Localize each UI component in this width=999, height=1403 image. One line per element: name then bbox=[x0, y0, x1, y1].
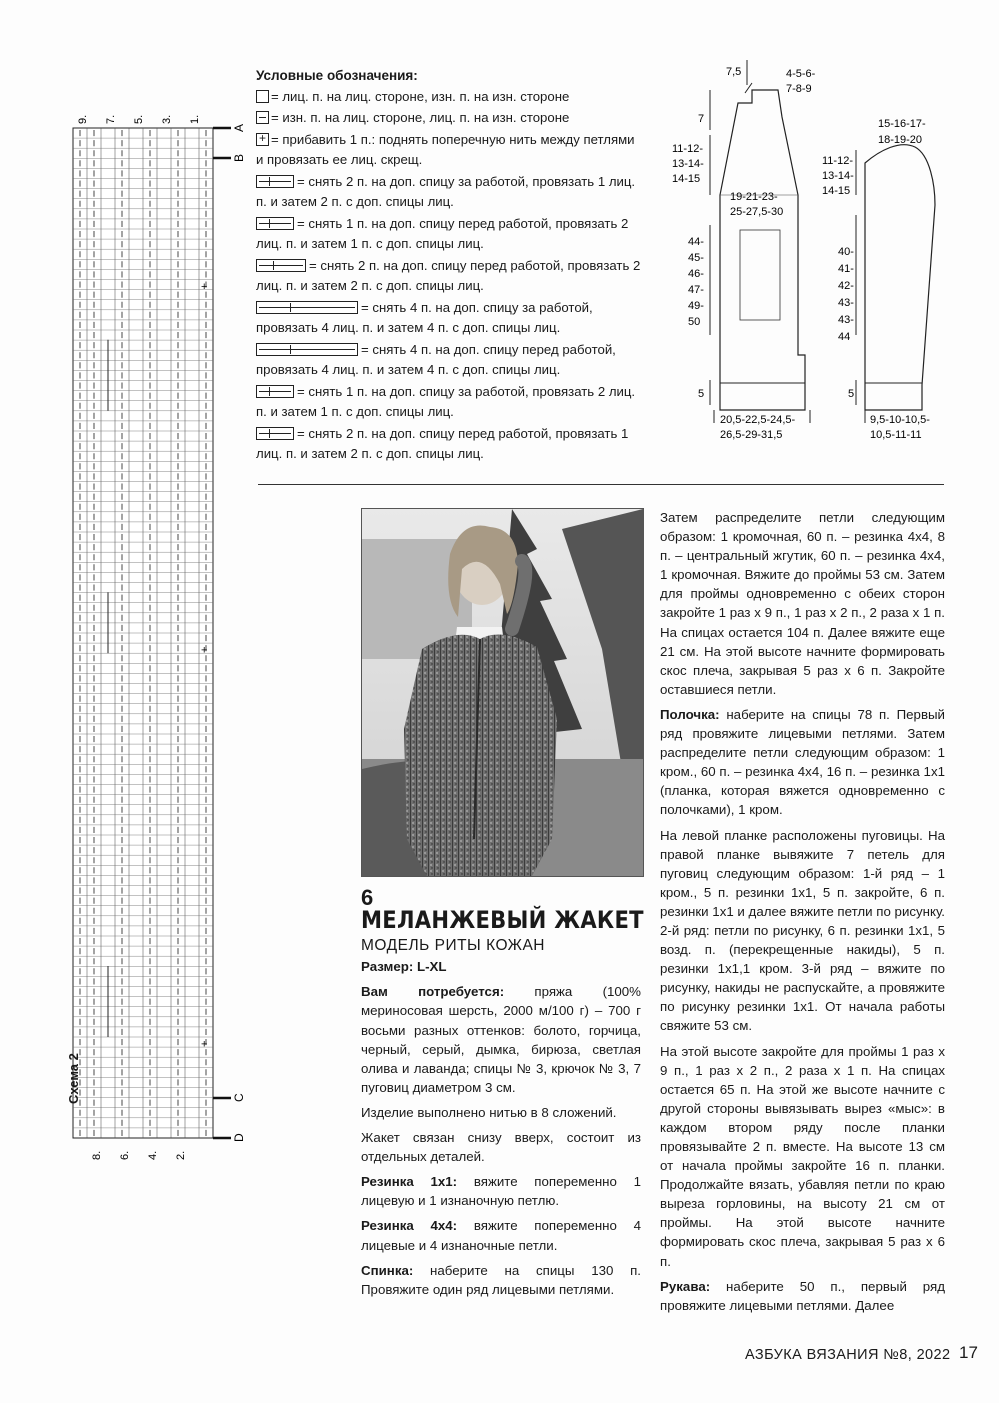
chart-top-number: 7. bbox=[105, 114, 117, 124]
article-right-column bbox=[660, 508, 945, 1321]
chart-marker-label: A bbox=[232, 123, 246, 132]
cable-1-2-back-icon bbox=[256, 385, 294, 398]
yarn-paragraph: Изделие выполнено нитью в 8 сложений. bbox=[361, 1104, 617, 1120]
back-top-right-1: 4-5-6- bbox=[786, 68, 816, 80]
back-length-6: 50 bbox=[688, 316, 701, 328]
sleeve-length-2: 41- bbox=[838, 263, 854, 275]
front-paragraph: Полочка: наберите на спицы 78 п. Первый ряд провяжите лицевыми петлями. Затем распределите петли следующим образом: 1 кром., 60 п. – резинка 4х4, 16 п. – резинка 1х1 (планка, которая вяжется одновременно с полочками), 1 кром. bbox=[660, 706, 945, 818]
back-top-right-2: 7-8-9 bbox=[786, 83, 812, 95]
sleeve-bottom-2: 10,5-11-11 bbox=[870, 429, 922, 441]
legend-item: = снять 4 п. на доп. спицу за работой, провязать 4 лиц. п. и затем 4 п. с доп. спицы лиц. bbox=[256, 299, 593, 335]
back-continued-paragraph: Затем распределите петли следующим образом: 1 кромочная, 60 п. – резинка 4х4, 8 п. – центральный жгутик, 60 п. – резинка 4х4, 1 кромочная. Вяжите до проймы 53 см. Затем для проймы одновременно с обеих сторон закройте 1 раз х 9 п., 1 раз х 2 п., 2 раза х 1 п. На спицах остается 104 п. Далее вяжите еще 21 см. На этой высоте начните формировать скос плеча, закрывая 5 раз х 6 п. Закройте оставшиеся петли. bbox=[660, 510, 945, 697]
cable-2-1-front-icon bbox=[256, 427, 294, 440]
sleeve-top-2: 18-19-20 bbox=[878, 134, 923, 146]
rib11-paragraph: Резинка 1х1: вяжите попеременно 1 лицевую и 1 изнаночную петлю. bbox=[361, 1174, 641, 1209]
chart-bottom-number: 4. bbox=[147, 1150, 159, 1160]
chart-label: Схема 2 bbox=[66, 1053, 81, 1104]
cable-1-2-front-icon bbox=[256, 217, 294, 230]
legend-title: Условные обозначения: bbox=[256, 68, 418, 83]
cable-4-4-front-icon bbox=[256, 343, 358, 356]
cable-4-4-back-icon bbox=[256, 301, 358, 314]
increase-mark: + bbox=[201, 1038, 208, 1051]
increase-mark: + bbox=[201, 281, 208, 293]
chart-marker-label: B bbox=[232, 153, 246, 162]
sleeve-cap-3: 14-15 bbox=[822, 185, 851, 197]
back-shoulder: 7 bbox=[698, 113, 705, 125]
legend-item: = изн. п. на лиц. стороне, лиц. п. на изн. стороне bbox=[256, 108, 642, 129]
back-armhole-3: 14-15 bbox=[672, 173, 701, 185]
legend-item: = снять 4 п. на доп. спицу перед работой, провязать 4 лиц. п. и затем 4 п. с доп. спицы лиц. bbox=[256, 341, 616, 377]
legend bbox=[256, 66, 642, 466]
chart-bottom-number: 2. bbox=[175, 1150, 187, 1160]
legend-item: = снять 2 п. на доп. спицу за работой, провязать 1 лиц. п. и затем 2 п. с доп. спицы лиц. bbox=[256, 173, 636, 209]
sleeve-length-1: 40- bbox=[838, 246, 854, 258]
increase-mark: + bbox=[201, 644, 208, 657]
legend-item: = снять 1 п. на доп. спицу за работой, провязать 2 лиц. п. и затем 1 п. с доп. спицы лиц. bbox=[256, 383, 636, 419]
legend-item: = снять 2 п. на доп. спицу перед работой, провязать 2 лиц. п. и затем 2 п. с доп. спицы лиц. bbox=[256, 257, 641, 293]
sleeve-top-1: 15-16-17- bbox=[878, 118, 926, 130]
sleeve-rib: 5 bbox=[848, 388, 855, 400]
construction-paragraph: Жакет связан снизу вверх, состоит из отдельных деталей. bbox=[361, 1130, 641, 1165]
back-top-left: 7,5 bbox=[726, 66, 742, 78]
chart-top-number: 1. bbox=[189, 114, 201, 124]
sleeve-length-6: 44 bbox=[838, 331, 851, 343]
sleeve-cap-2: 13-14- bbox=[822, 170, 854, 182]
legend-item: = снять 1 п. на доп. спицу перед работой, провязать 2 лиц. п. и затем 1 п. с доп. спицы лиц. bbox=[256, 215, 629, 251]
cable-2-1-back-icon bbox=[256, 175, 294, 188]
back-armhole-1: 11-12- bbox=[672, 143, 703, 155]
back-length-2: 45- bbox=[688, 252, 704, 264]
pattern-number: 6 bbox=[361, 885, 375, 910]
page-number: 17 bbox=[959, 1343, 978, 1362]
armhole-paragraph: На этой высоте закройте для проймы 1 раз х 9 п., 1 раз х 2 п., 2 раза х 1 п. На спицах остается 65 п. На этой же высоте начните с другой стороны вывязывать вырез «мыс»: в каждом втором ряду после планки провязывайте 2 п. вместе. На высоте 13 см от начала проймы закройте 16 п. планки. Продолжайте вязать, убавляя петли по краю выреза горловины, на высоту 21 см от проймы. На этой высоте начните формировать скос плеча, закрывая 5 раз х 6 п. bbox=[660, 1043, 945, 1269]
chart-top-number: 3. bbox=[161, 114, 173, 124]
sleeve-cap-1: 11-12- bbox=[822, 155, 853, 167]
back-length-1: 44- bbox=[688, 236, 704, 248]
sleeve-length-3: 42- bbox=[838, 280, 854, 292]
back-bottom-2: 26,5-29-31,5 bbox=[720, 429, 783, 441]
back-armhole-2: 13-14- bbox=[672, 158, 704, 170]
increase-plus-icon bbox=[256, 133, 269, 146]
chart-marker-label: D bbox=[232, 1133, 246, 1142]
back-length-4: 47- bbox=[688, 284, 704, 296]
knitting-chart bbox=[55, 60, 255, 1160]
back-paragraph: Спинка: наберите на спицы 130 п. Провяжите один ряд лицевыми петлями. bbox=[361, 1262, 641, 1297]
chart-marker-label: C bbox=[232, 1093, 246, 1102]
back-length-5: 49- bbox=[688, 300, 704, 312]
back-rib: 5 bbox=[698, 388, 705, 400]
sleeve-outline bbox=[865, 145, 935, 410]
rib44-paragraph: Резинка 4х4: вяжите попеременно 4 лицевые и 4 изнаночные петли. bbox=[361, 1218, 641, 1253]
back-bottom-1: 20,5-22,5-24,5- bbox=[720, 414, 796, 426]
back-length-3: 46- bbox=[688, 268, 704, 280]
pattern-author: МОДЕЛЬ РИТЫ КОЖАН bbox=[361, 937, 546, 955]
section-divider bbox=[258, 484, 944, 485]
pattern-title: МЕЛАНЖЕВЫЙ ЖАКЕТ bbox=[361, 906, 644, 935]
legend-item: += прибавить 1 п.: поднять поперечную нить между петлями и провязать ее лиц. скрещ. bbox=[256, 130, 642, 171]
size-paragraph: Размер: L-XL bbox=[361, 959, 447, 975]
back-outline bbox=[720, 90, 805, 410]
legend-item: = лиц. п. на лиц. стороне, изн. п. на изн. стороне bbox=[256, 87, 642, 108]
chart-bottom-number: 8. bbox=[91, 1150, 103, 1160]
chart-top-number: 9. bbox=[77, 114, 89, 124]
purl-square-icon bbox=[256, 111, 269, 124]
sleeve-length-4: 43- bbox=[838, 297, 854, 309]
cable-2-2-front-icon bbox=[256, 259, 306, 272]
magazine-footer: АЗБУКА ВЯЗАНИЯ №8, 2022 bbox=[745, 1347, 951, 1363]
buttonhole-paragraph: На левой планке расположены пуговицы. На правой планке вывяжите 7 петель для пуговиц следующим образом: 1-й ряд – 1 кром., 5 п. резинки 1х1, 5 п. закройте, 6 п. резинки 1х1 и далее вяжите петли по рисунку. 2-й ряд: петли по рисунку, 6 п. резинки 1х1, 5 возд. п. (перекрещенные накиды), 5 п. резинки 1х1,1 кром. 3-й ряд – вяжите по рисунку, накиды не распускайте, а провяжите по рисунку резинки 1х1. От начала работы свяжите 53 см. bbox=[660, 827, 945, 1034]
back-width-2: 25-27,5-30 bbox=[730, 206, 784, 218]
garment-schematic bbox=[660, 55, 950, 455]
chart-top-number: 5. bbox=[133, 114, 145, 124]
sleeve-length-5: 43- bbox=[838, 314, 854, 326]
chart-bottom-number: 6. bbox=[119, 1150, 131, 1160]
materials-paragraph: Вам потребуется: пряжа (100% мериносовая шерсть, 2000 м/100 г) – 700 г восьми разных оттенков: болото, горчица, черный, серый, дымка, бирюза, светлая олива и лаванда; спицы № 3, крючок № 3, 7 пуговиц диаметром 3 см. bbox=[361, 984, 642, 1095]
knit-square-icon bbox=[256, 90, 269, 103]
model-photo bbox=[361, 508, 644, 877]
article-left-column bbox=[361, 885, 644, 1305]
sleeve-bottom-1: 9,5-10-10,5- bbox=[870, 414, 930, 426]
sleeve-paragraph: Рукава: наберите 50 п., первый ряд провяжите лицевыми петлями. Далее bbox=[660, 1278, 945, 1313]
back-pocket bbox=[740, 230, 780, 320]
legend-item: = снять 2 п. на доп. спицу перед работой, провязать 1 лиц. п. и затем 2 п. с доп. спицы лиц. bbox=[256, 425, 629, 461]
back-width-1: 19-21-23- bbox=[730, 191, 778, 203]
